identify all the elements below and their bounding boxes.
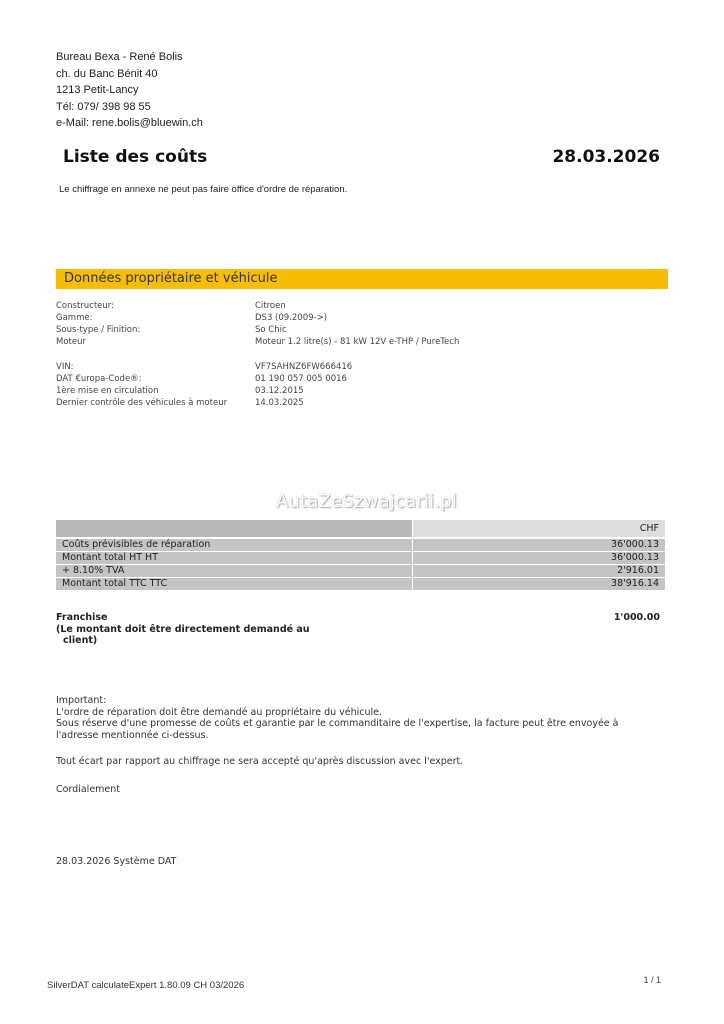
table-row	[56, 539, 665, 552]
document-date: 28.03.2026	[552, 147, 660, 167]
franchise-note-line2: client)	[63, 635, 98, 646]
sender-email: e-Mail: rene.bolis@bluewin.ch	[56, 117, 203, 129]
info-value: DS3 (09.2009->)	[255, 313, 328, 323]
deviation-text: Tout écart par rapport au chiffrage ne sera accepté qu'après discussion avec l'expert.	[56, 756, 464, 767]
info-value: 03.12.2015	[255, 386, 304, 396]
info-label: DAT €uropa-Code®:	[56, 374, 142, 384]
section-title: Données propriétaire et véhicule	[64, 271, 278, 286]
cost-table	[56, 520, 665, 591]
cost-value: 2'916.01	[413, 565, 666, 578]
section-header	[56, 269, 668, 289]
info-value: 01 190 057 005 0016	[255, 374, 347, 384]
info-label: Gamme:	[56, 313, 93, 323]
sender-street: ch. du Banc Bénit 40	[56, 67, 158, 80]
page-number: 1 / 1	[643, 975, 661, 985]
table-row	[56, 578, 665, 591]
sender-name: Bureau Bexa - René Bolis	[56, 51, 183, 63]
info-label: Sous-type / Finition:	[56, 325, 141, 335]
important-line: L'ordre de réparation doit être demandé au propriétaire du véhicule.	[56, 706, 383, 718]
important-title: Important:	[56, 695, 107, 706]
info-label: Moteur	[56, 337, 86, 347]
cost-table-header	[56, 520, 665, 537]
watermark: AutaZeSzwajcarii.pl	[276, 491, 458, 512]
signature-text: 28.03.2026 Système DAT	[56, 856, 177, 867]
cost-label: + 8.10% TVA	[56, 565, 413, 578]
cost-value: 38'916.14	[413, 578, 666, 591]
cost-header-label	[56, 520, 413, 537]
important-line: l'adresse mentionnée ci-dessus.	[56, 729, 209, 741]
sender-phone: Tél: 079/ 398 98 55	[56, 100, 151, 113]
footer-software: SilverDAT calculateExpert 1.80.09 CH 03/2026	[47, 980, 245, 991]
document-notice: Le chiffrage en annexe ne peut pas faire office d'ordre de réparation.	[59, 184, 348, 195]
info-value: VF7SAHNZ6FW666416	[255, 362, 353, 372]
info-value: So Chic	[255, 325, 287, 335]
document-title: Liste des coûts	[63, 147, 208, 167]
franchise-value: 1'000.00	[613, 612, 660, 623]
info-label: 1ère mise en circulation	[56, 386, 159, 396]
franchise-note-line1: (Le montant doit être directement demandé au	[56, 623, 310, 635]
cost-label: Montant total TTC TTC	[56, 578, 413, 591]
table-row	[56, 565, 665, 578]
important-notes	[56, 695, 676, 741]
important-line: Sous réserve d'une promesse de coûts et garantie par le commanditaire de l'expertise, la facture peut être envoyée à	[56, 718, 619, 729]
info-value: Citroen	[255, 301, 286, 311]
info-label: VIN:	[56, 362, 74, 372]
cost-value: 36'000.13	[413, 539, 666, 552]
info-value: Moteur 1.2 litre(s) - 81 kW 12V e-THP / PureTech	[255, 337, 460, 347]
info-label: Constructeur:	[56, 301, 114, 311]
sender-city: 1213 Petit-Lancy	[56, 84, 139, 96]
cost-currency: CHF	[413, 520, 666, 537]
cost-label: Coûts prévisibles de réparation	[56, 539, 413, 552]
table-row	[56, 552, 665, 565]
cost-value: 36'000.13	[413, 552, 666, 565]
info-label: Dernier contrôle des véhicules à moteur	[56, 398, 228, 408]
franchise-label: Franchise	[56, 612, 108, 623]
cost-label: Montant total HT HT	[56, 552, 413, 565]
sender-address	[56, 49, 203, 132]
franchise-block	[56, 612, 310, 647]
closing-text: Cordialement	[56, 784, 121, 795]
info-value: 14.03.2025	[255, 398, 304, 408]
